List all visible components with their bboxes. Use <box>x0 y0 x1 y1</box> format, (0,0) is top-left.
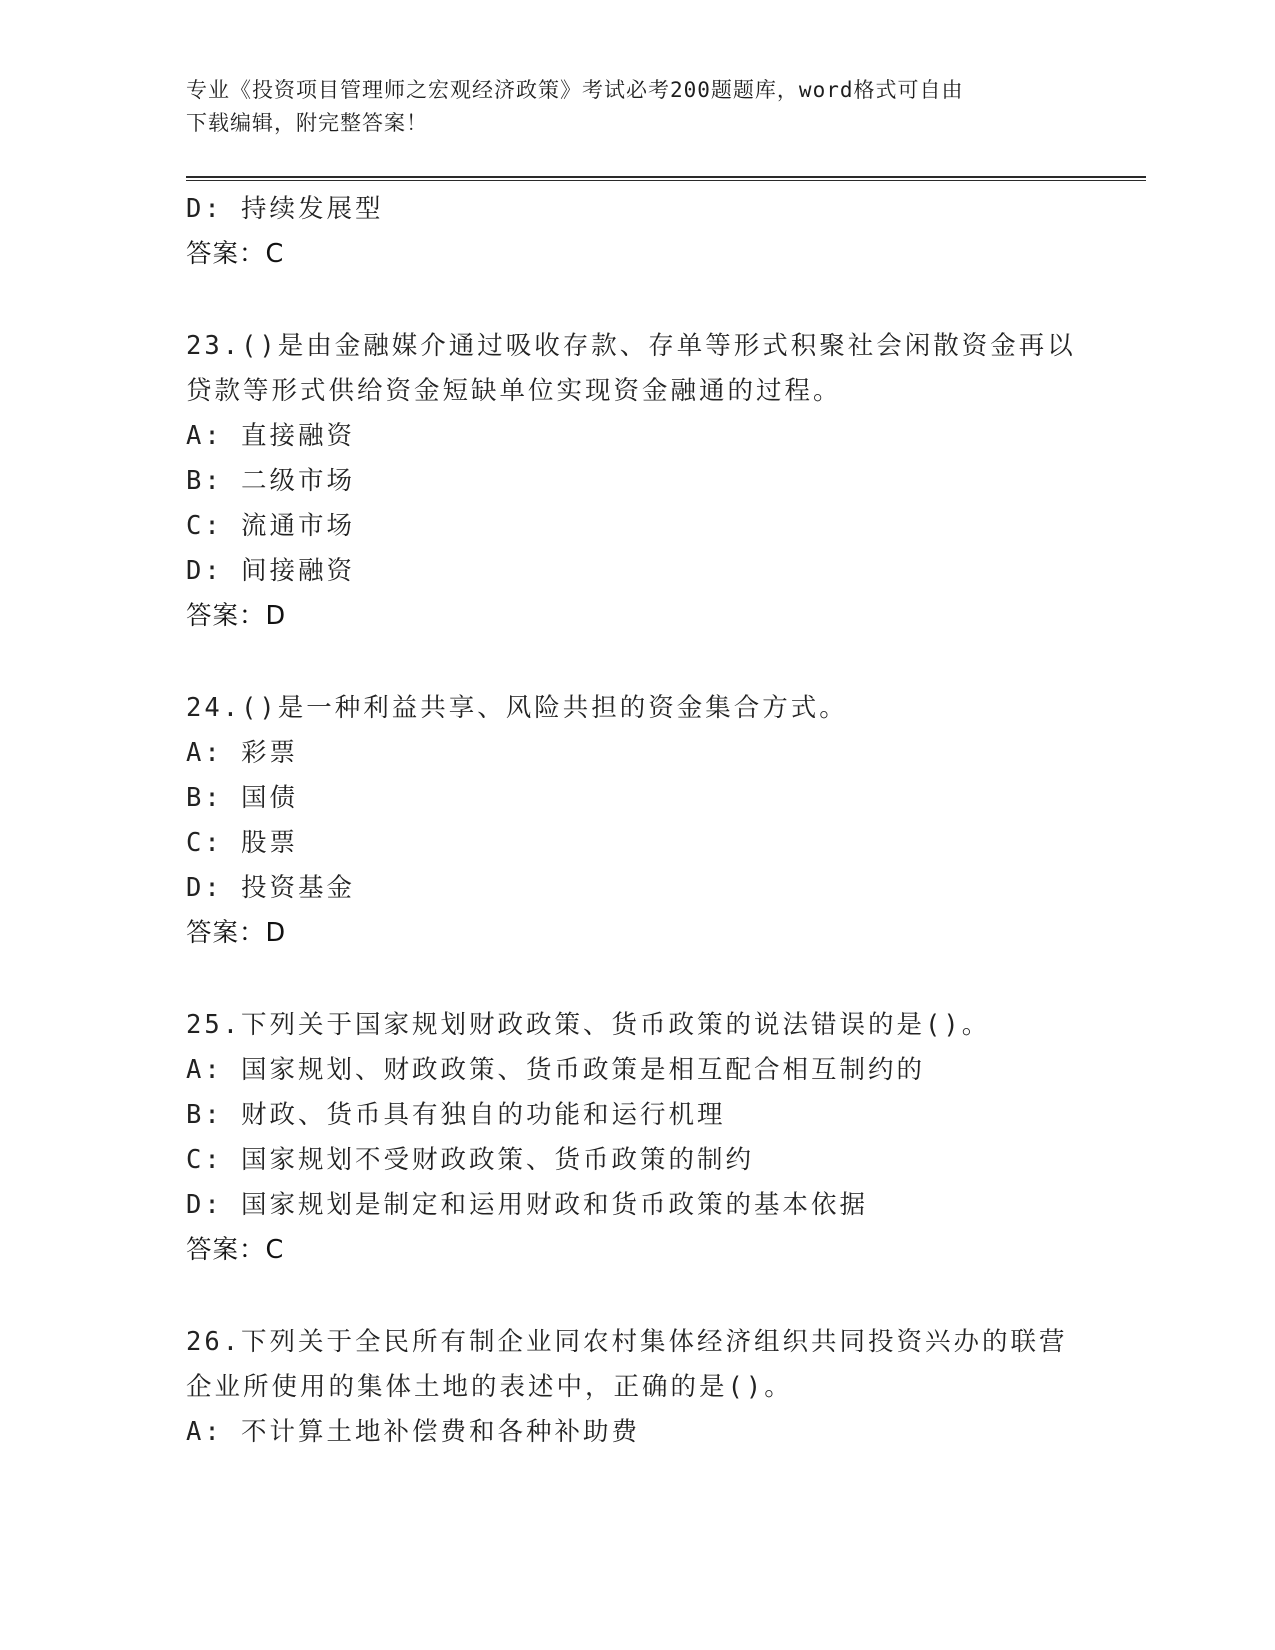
answer-line: 答案：D <box>186 918 287 948</box>
spacer <box>186 277 1086 324</box>
option-a: A: 不计算土地补偿费和各种补助费 <box>186 1417 641 1447</box>
answer-line: 答案：C <box>186 239 285 269</box>
question-list <box>186 187 1086 1455</box>
question-stem: 23.()是由金融媒介通过吸收存款、存单等形式积聚社会闲散资金再以 <box>186 331 1076 361</box>
header-divider <box>186 176 1146 181</box>
option-d: D: 间接融资 <box>186 556 356 586</box>
spacer <box>186 639 1086 686</box>
option-a: A: 国家规划、财政政策、货币政策是相互配合相互制约的 <box>186 1055 926 1085</box>
option-b: B: 财政、货币具有独自的功能和运行机理 <box>186 1100 726 1130</box>
header-line: 下载编辑，附完整答案！ <box>186 111 428 135</box>
question-stem: 贷款等形式供给资金短缺单位实现资金融通的过程。 <box>186 376 842 406</box>
answer-line: 答案：D <box>186 601 287 631</box>
option-b: B: 国债 <box>186 783 299 813</box>
question-stem: 24.()是一种利益共享、风险共担的资金集合方式。 <box>186 693 848 723</box>
document-page <box>186 0 1146 1650</box>
option-c: C: 国家规划不受财政政策、货币政策的制约 <box>186 1145 755 1175</box>
spacer <box>186 956 1086 1003</box>
question-23 <box>186 324 1086 639</box>
question-24 <box>186 686 1086 956</box>
option-a: A: 彩票 <box>186 738 299 768</box>
document-header <box>186 74 1066 140</box>
spacer <box>186 1273 1086 1320</box>
question-stem: 25.下列关于国家规划财政政策、货币政策的说法错误的是()。 <box>186 1010 991 1040</box>
question-25 <box>186 1003 1086 1273</box>
question-stem: 26.下列关于全民所有制企业同农村集体经济组织共同投资兴办的联营 <box>186 1327 1068 1357</box>
answer-line: 答案：C <box>186 1235 285 1265</box>
header-line: 专业《投资项目管理师之宏观经济政策》考试必考200题题库，word格式可自由 <box>186 78 964 102</box>
question-26 <box>186 1320 1086 1455</box>
option-b: B: 二级市场 <box>186 466 356 496</box>
question-prev-tail <box>186 187 1086 277</box>
question-stem: 企业所使用的集体土地的表述中，正确的是()。 <box>186 1372 793 1402</box>
option-c: C: 流通市场 <box>186 511 356 541</box>
option-a: A: 直接融资 <box>186 421 356 451</box>
option-d: D: 国家规划是制定和运用财政和货币政策的基本依据 <box>186 1190 869 1220</box>
option-d: D: 持续发展型 <box>186 194 384 224</box>
option-c: C: 股票 <box>186 828 299 858</box>
option-d: D: 投资基金 <box>186 873 356 903</box>
